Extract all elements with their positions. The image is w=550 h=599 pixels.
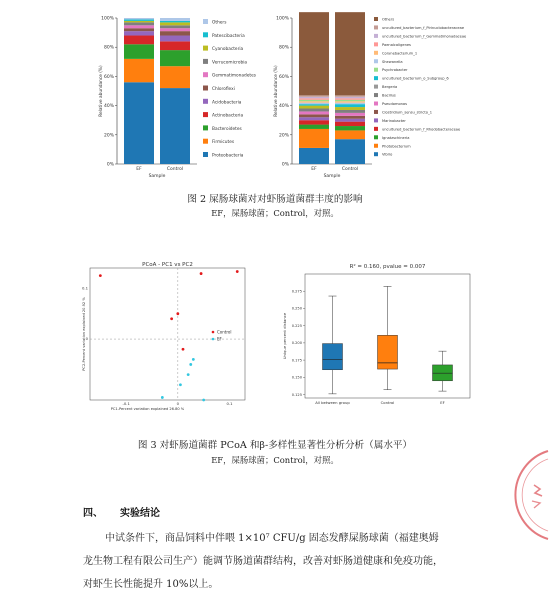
legend-swatch (203, 99, 208, 104)
figure-2-caption: 图 2 屎肠球菌对对虾肠道菌群丰度的影响 (187, 194, 363, 205)
legend-label: uncultured_bacterium_f_Gemmatimonadaceae (382, 34, 467, 39)
bar-segment (335, 130, 365, 139)
bar-segment (335, 139, 365, 164)
y-tick-label: 0.275 (291, 289, 302, 294)
legend-swatch (203, 139, 208, 144)
legend-label: Others (212, 20, 227, 26)
bar-segment (160, 50, 190, 66)
bar-segment (335, 98, 365, 99)
bar-segment (335, 116, 365, 119)
bar-segment (160, 25, 190, 28)
legend-label: Patescibacteria (212, 33, 245, 39)
bar-segment (335, 101, 365, 102)
bar-segment (335, 95, 365, 96)
y-tick-label: 0.250 (291, 306, 302, 311)
bar-segment (335, 104, 365, 107)
figure-3-caption: 图 3 对虾肠道菌群 PCoA 和β-多样性显著性分析分析（属水平） (137, 440, 413, 451)
legend-swatch (374, 17, 378, 21)
legend-label: Chloroflexi (212, 87, 235, 92)
bar-segment (299, 104, 329, 105)
legend-swatch (374, 42, 378, 46)
y-tick-label: 20% (278, 133, 289, 139)
scatter-point (202, 399, 205, 402)
bar-segment (335, 12, 365, 95)
legend-label: Photobacterium (382, 144, 411, 149)
y-tick-label: 0.200 (291, 341, 302, 346)
bar-segment (299, 101, 329, 102)
bar-segment (299, 109, 329, 112)
x-tick-label: EF (440, 400, 445, 405)
legend-label: Marinobacter (382, 118, 406, 123)
beta-diversity-box-plot (275, 258, 480, 418)
legend-swatch (374, 51, 378, 55)
legend-label: uncultured_bacterium_f_Pirinuclobacteraceae (382, 25, 465, 30)
legend-swatch (203, 32, 208, 37)
bar-segment (299, 106, 329, 109)
x-tick-label: EF (136, 167, 142, 172)
bar-segment (299, 111, 329, 114)
legend-label: Bergeria (382, 85, 398, 90)
legend-label: Gemmatimonadetes (212, 73, 256, 79)
bar-segment (124, 82, 154, 164)
legend-label: Clostridium_sensu_stricto_1 (382, 110, 433, 115)
bar-segment (299, 125, 329, 129)
legend-swatch (374, 118, 378, 122)
bar-segment (299, 120, 329, 124)
legend-label: Firmicutes (212, 140, 235, 146)
scatter-point (161, 396, 164, 399)
bar-segment (160, 31, 190, 35)
bar-segment (124, 18, 154, 19)
bar-segment (299, 103, 329, 104)
legend-label: Verrucomicrobia (212, 60, 248, 66)
legend-marker (212, 331, 215, 334)
legend-swatch (374, 25, 378, 29)
legend-swatch (203, 46, 208, 51)
legend-swatch (374, 152, 378, 156)
bar-segment (124, 25, 154, 28)
y-tick-label: 80% (278, 45, 289, 51)
bar-segment (160, 22, 190, 25)
bar-segment (299, 148, 329, 164)
legend-swatch (374, 110, 378, 114)
y-axis-label: Relative abundance (%) (274, 65, 279, 117)
bar-segment (335, 110, 365, 113)
legend-label: Psychrobacter (382, 68, 408, 73)
seal-stamp (508, 445, 550, 545)
legend-label: Shewanella (382, 59, 403, 64)
x-tick-label: Control (341, 167, 359, 172)
scatter-point (236, 270, 239, 273)
legend-label: Vibrio (382, 152, 393, 157)
bar-segment (124, 22, 154, 25)
legend-swatch (374, 85, 378, 89)
x-tick-label: Control (166, 167, 184, 172)
y-axis-label: Unique percent distance (282, 312, 287, 360)
x-tick-label: Control (380, 400, 395, 405)
phylum-stacked-bar-chart (95, 10, 275, 180)
genus-stacked-bar-chart (270, 10, 475, 180)
bar-segment (160, 88, 190, 164)
legend-swatch (374, 144, 378, 148)
bar-segment (335, 122, 365, 126)
bar-segment (124, 21, 154, 22)
y-tick-label: 0 (85, 336, 88, 342)
legend-label: Others (382, 17, 395, 22)
scatter-point (200, 272, 203, 275)
bar-segment (299, 100, 329, 101)
legend-label: Paenalcaligenes (382, 42, 411, 47)
bar-segment (124, 31, 154, 35)
scatter-point (170, 317, 173, 320)
scatter-point (99, 274, 102, 277)
bar-segment (160, 41, 190, 50)
bar-segment (335, 100, 365, 101)
bar-segment (160, 28, 190, 31)
box (378, 335, 398, 369)
legend-swatch (203, 152, 208, 157)
legend-label: uncultured_bacterium_o_Subgroup_6 (382, 76, 449, 81)
figure-3-subcaption: EF，屎肠球菌；Control，对照。 (211, 455, 339, 465)
chart-title: R² = 0.160, pvalue = 0.007 (349, 264, 426, 270)
y-tick-label: 0.175 (291, 358, 302, 363)
bar-segment (160, 21, 190, 22)
legend-label: Bacillus (382, 93, 396, 98)
legend-swatch (374, 76, 378, 80)
legend-swatch (203, 19, 208, 24)
legend-swatch (374, 93, 378, 97)
y-tick-label: 60% (278, 74, 289, 80)
legend-label: Cyanobacteria (212, 47, 244, 53)
paragraph-line-1: 中试条件下，商品饲料中伴喂 1×10⁷ CFU/g 固态发酵屎肠球菌（福建奥姆 (105, 533, 439, 544)
bar-segment (299, 95, 329, 96)
y-tick-label: 0.1 (81, 285, 88, 291)
section-number: 四、 (83, 508, 103, 519)
legend-label: Actinobacteria (212, 113, 244, 119)
paragraph-line-2: 龙生物工程有限公司生产）能调节肠道菌群结构，改善对虾肠道健康和免疫功能， (83, 556, 443, 567)
legend-swatch (374, 59, 378, 63)
legend-label: EF (217, 336, 222, 342)
paragraph-line-3: 对虾生长性能提升 10%以上。 (83, 579, 219, 590)
x-tick-label: 0 (176, 401, 180, 406)
y-tick-label: 100% (276, 16, 289, 22)
bar-segment (299, 97, 329, 98)
legend-swatch (203, 86, 208, 91)
legend-label: Control (217, 329, 232, 335)
legend-label: Pseudomonas (382, 102, 407, 106)
legend-label: Bacteroidetes (212, 126, 242, 132)
y-tick-label: 0.225 (291, 323, 302, 328)
y-tick-label: 60% (103, 74, 114, 80)
legend-swatch (374, 34, 378, 38)
bar-segment (299, 129, 329, 148)
chart-title: PCoA - PC1 vs PC2 (142, 262, 193, 268)
bar-segment (124, 28, 154, 31)
x-tick-label: EF (311, 167, 317, 172)
y-tick-label: 0% (106, 162, 114, 168)
x-tick-label: 0.1 (226, 401, 233, 406)
bar-segment (160, 18, 190, 21)
scatter-point (176, 312, 179, 315)
legend-label: uncultured_bacterium_f_Rhodobacteraceae (382, 127, 461, 132)
bar-segment (299, 117, 329, 120)
scatter-point (189, 363, 192, 366)
legend-label: Ignatzschineria (382, 135, 410, 140)
scatter-point (182, 348, 185, 351)
bar-segment (299, 114, 329, 117)
legend-swatch (203, 125, 208, 130)
bar-segment (124, 59, 154, 82)
figure-2-subcaption: EF，屎肠球菌；Control，对照。 (211, 208, 339, 218)
legend-swatch (374, 102, 378, 106)
bar-segment (335, 107, 365, 110)
x-tick-label: All between group (315, 400, 350, 405)
bar-segment (335, 126, 365, 130)
y-axis-label: Relative abundance (%) (99, 65, 104, 117)
bar-segment (299, 12, 329, 95)
scatter-point (192, 358, 195, 361)
pcoa-scatter-plot (80, 258, 250, 418)
y-tick-label: 80% (103, 45, 114, 51)
legend-swatch (203, 59, 208, 64)
box (323, 344, 343, 370)
y-tick-label: 0% (281, 162, 289, 168)
x-tick-label: -0.1 (122, 401, 130, 406)
bar-segment (124, 36, 154, 45)
legend-label: Proteobacteria (212, 153, 244, 159)
y-tick-label: 40% (103, 104, 114, 110)
x-axis-label: PC1-Percent variation explained 26.80 % (110, 407, 185, 411)
y-tick-label: 100% (101, 16, 114, 22)
y-tick-label: 0.150 (291, 375, 302, 380)
legend-swatch (374, 135, 378, 139)
y-axis-label: PC2-Percent variation explained 20.92 % (82, 297, 86, 371)
legend-label: Acidobacteria (212, 100, 242, 106)
bar-segment (124, 44, 154, 59)
legend-swatch (203, 112, 208, 117)
bar-segment (335, 119, 365, 122)
legend-label: Corynebacterium_1 (382, 51, 418, 56)
x-axis-label: Sample (148, 174, 166, 179)
legend-marker (212, 338, 215, 341)
scatter-point (187, 373, 190, 376)
bar-segment (160, 66, 190, 88)
section-title: 实验结论 (120, 508, 160, 519)
x-axis-label: Sample (323, 174, 341, 179)
bar-segment (335, 97, 365, 98)
bar-segment (124, 19, 154, 20)
y-tick-label: 40% (278, 104, 289, 110)
scatter-point (179, 383, 182, 386)
bar-segment (160, 36, 190, 42)
bar-segment (335, 113, 365, 116)
bar-segment (299, 98, 329, 99)
y-tick-label: 20% (103, 133, 114, 139)
bar-segment (335, 103, 365, 104)
legend-swatch (374, 127, 378, 131)
legend-swatch (374, 68, 378, 72)
legend-swatch (203, 72, 208, 77)
y-tick-label: 0.125 (291, 392, 302, 397)
